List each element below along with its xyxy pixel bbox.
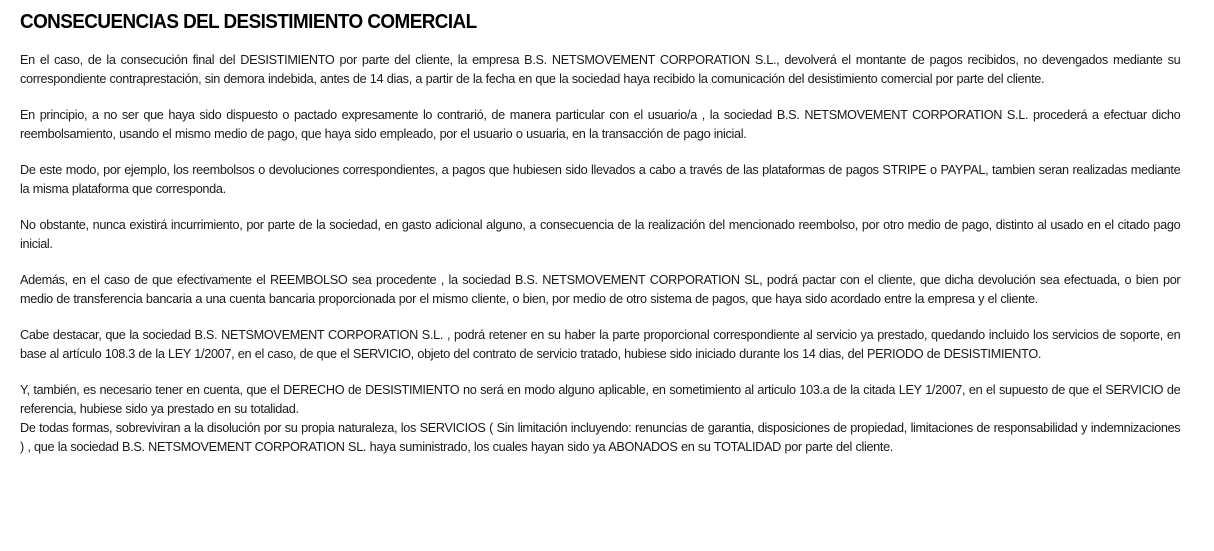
- paragraph-refund-method: En principio, a no ser que haya sido dispuesto o pactado expresamente lo contrarió, de manera particular con el usuario/a , la sociedad B.S. NETSMOVEMENT CORPORATION S.L. procederá a efectuar dicho reembolsamiento, usando el mismo medio de pago, que haya sido empleado, por el usuario o usuaria, en la transacción de pago inicial.: [20, 107, 1181, 141]
- paragraph-retention: Cabe destacar, que la sociedad B.S. NETSMOVEMENT CORPORATION S.L. , podrá retener en su haber la parte proporcional correspondiente al servicio ya prestado, quedando incluido los servicios de soporte, en base al artículo 108.3 de la LEY 1/2007, en el caso, de que el SERVICIO, objeto del contrato de servicio tratado, hubiese sido iniciado durante los 14 dias, del PERIODO de DESISTIMIENTO.: [20, 327, 1181, 361]
- document-body: [20, 8, 1181, 456]
- paragraph-refund-return: En el caso, de la consecución final del DESISTIMIENTO por parte del cliente, la empresa B.S. NETSMOVEMENT CORPORATION S.L., devolverá el montante de pagos recibidos, no devengados mediante su correspondiente contraprestación, sin demora indebida, antes de 14 dias, a partir de la fecha en que la sociedad haya recibido la comunicación del desistimiento comercial por parte del cliente.: [20, 52, 1181, 86]
- paragraph-no-additional-cost: No obstante, nunca existirá incurrimiento, por parte de la sociedad, en gasto adicional alguno, a consecuencia de la realización del mencionado reembolso, por otro medio de pago, distinto al usado en el citado pago inicial.: [20, 217, 1181, 251]
- paragraph-alternative-refund: Además, en el caso de que efectivamente el REEMBOLSO sea procedente , la sociedad B.S. NETSMOVEMENT CORPORATION SL, podrá pactar con el cliente, que dicha devolución sea efectuada, o bien por medio de transferencia bancaria a una cuenta bancaria proporcionada por el mismo cliente, o bien, por medio de otro sistema de pagos, que haya sido acordado entre la empresa y el cliente.: [20, 272, 1181, 306]
- document-title: CONSECUENCIAS DEL DESISTIMIENTO COMERCIAL: [20, 10, 477, 33]
- paragraph-payment-platforms: De este modo, por ejemplo, los reembolsos o devoluciones correspondientes, a pagos que hubiesen sido llevados a cabo a través de las plataformas de pagos STRIPE o PAYPAL, tambien seran realizadas mediante la misma plataforma que corresponda.: [20, 162, 1181, 196]
- paragraph-survival: De todas formas, sobreviviran a la disolución por su propia naturaleza, los SERVICIOS ( Sin limitación incluyendo: renuncias de garantia, disposiciones de propiedad, limitaciones de responsabilidad y indemnizaciones ) , que la sociedad B.S. NETSMOVEMENT CORPORATION SL. haya suministrado, los cuales hayan sido ya ABONADOS en su TOTALIDAD por parte del cliente.: [20, 420, 1181, 454]
- paragraph-not-applicable: Y, también, es necesario tener en cuenta, que el DERECHO de DESISTIMIENTO no será en modo alguno aplicable, en sometimiento al articulo 103.a de la citada LEY 1/2007, en el supuesto de que el SERVICIO de referencia, hubiese sido ya prestado en su totalidad.: [20, 382, 1181, 416]
